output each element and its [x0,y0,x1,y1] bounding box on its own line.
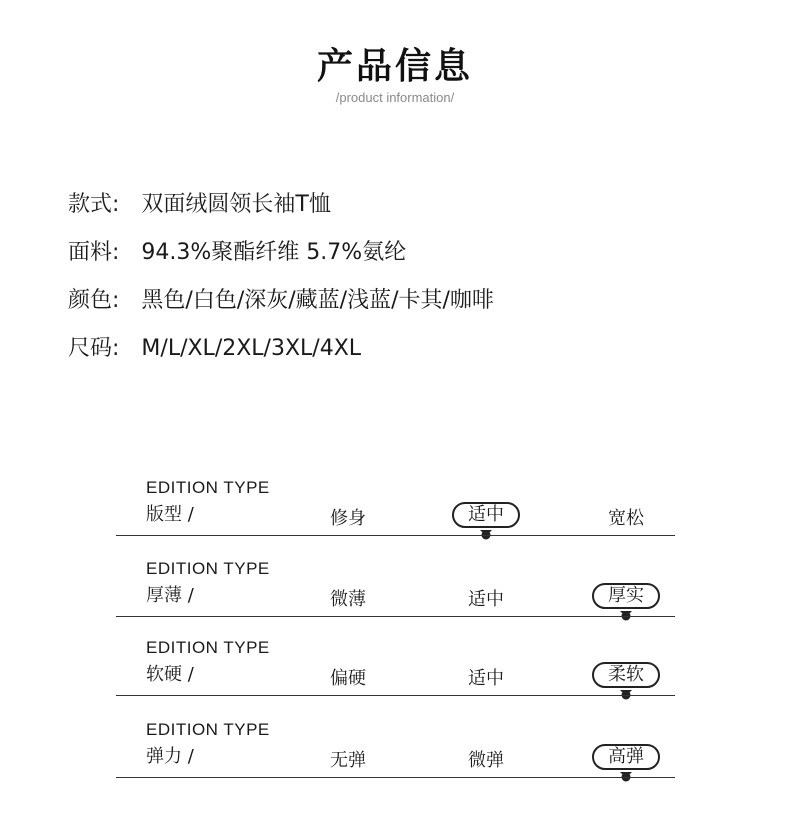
scale-row-chinese-label: 软硬 / [146,664,194,685]
scale-row-english-label: EDITION TYPE [146,559,270,578]
spec-label: 尺码: [68,336,120,361]
scale-row-chinese-label: 弹力 / [146,746,194,767]
scale-row-head [146,478,270,526]
spec-label: 面料: [68,240,120,265]
spec-row-style [68,187,494,235]
scale-divider [116,535,675,536]
spec-row-color [68,283,494,331]
scale-row-chinese-label: 厚薄 / [146,585,194,606]
scale-row-english-label: EDITION TYPE [146,638,270,657]
spec-list [68,187,494,379]
scale-option-selected: 适中 [452,502,520,528]
scale-row-head [146,638,270,686]
scale-row-chinese-label: 版型 / [146,504,194,525]
scale-option-selected: 柔软 [592,662,660,688]
page-subtitle: /product information/ [335,90,455,105]
scale-divider [116,695,675,696]
scale-option: 微弹 [468,750,504,771]
scale-option: 适中 [468,668,504,689]
scale-divider [116,616,675,617]
spec-label: 款式: [68,192,120,217]
scale-option-selected: 厚实 [592,583,660,609]
spec-value: 黑色/白色/深灰/藏蓝/浅蓝/卡其/咖啡 [141,288,494,313]
scale-option: 修身 [330,508,366,529]
page-title: 产品信息 [316,46,473,87]
scale-option: 适中 [468,589,504,610]
spec-value: M/L/XL/2XL/3XL/4XL [141,336,362,361]
scale-option: 微薄 [330,589,366,610]
spec-value: 94.3%聚酯纤维 5.7%氨纶 [141,240,407,265]
scale-row-head [146,720,270,768]
scale-row-head [146,559,270,607]
spec-row-size [68,331,494,379]
spec-row-fabric [68,235,494,283]
scale-option: 偏硬 [330,668,366,689]
scale-row-english-label: EDITION TYPE [146,720,270,739]
scale-divider [116,777,675,778]
scale-row-english-label: EDITION TYPE [146,478,270,497]
spec-value: 双面绒圆领长袖T恤 [141,192,331,217]
spec-label: 颜色: [68,288,120,313]
scale-option-selected: 高弹 [592,744,660,770]
scale-option: 无弹 [330,750,366,771]
scale-option: 宽松 [608,508,644,529]
